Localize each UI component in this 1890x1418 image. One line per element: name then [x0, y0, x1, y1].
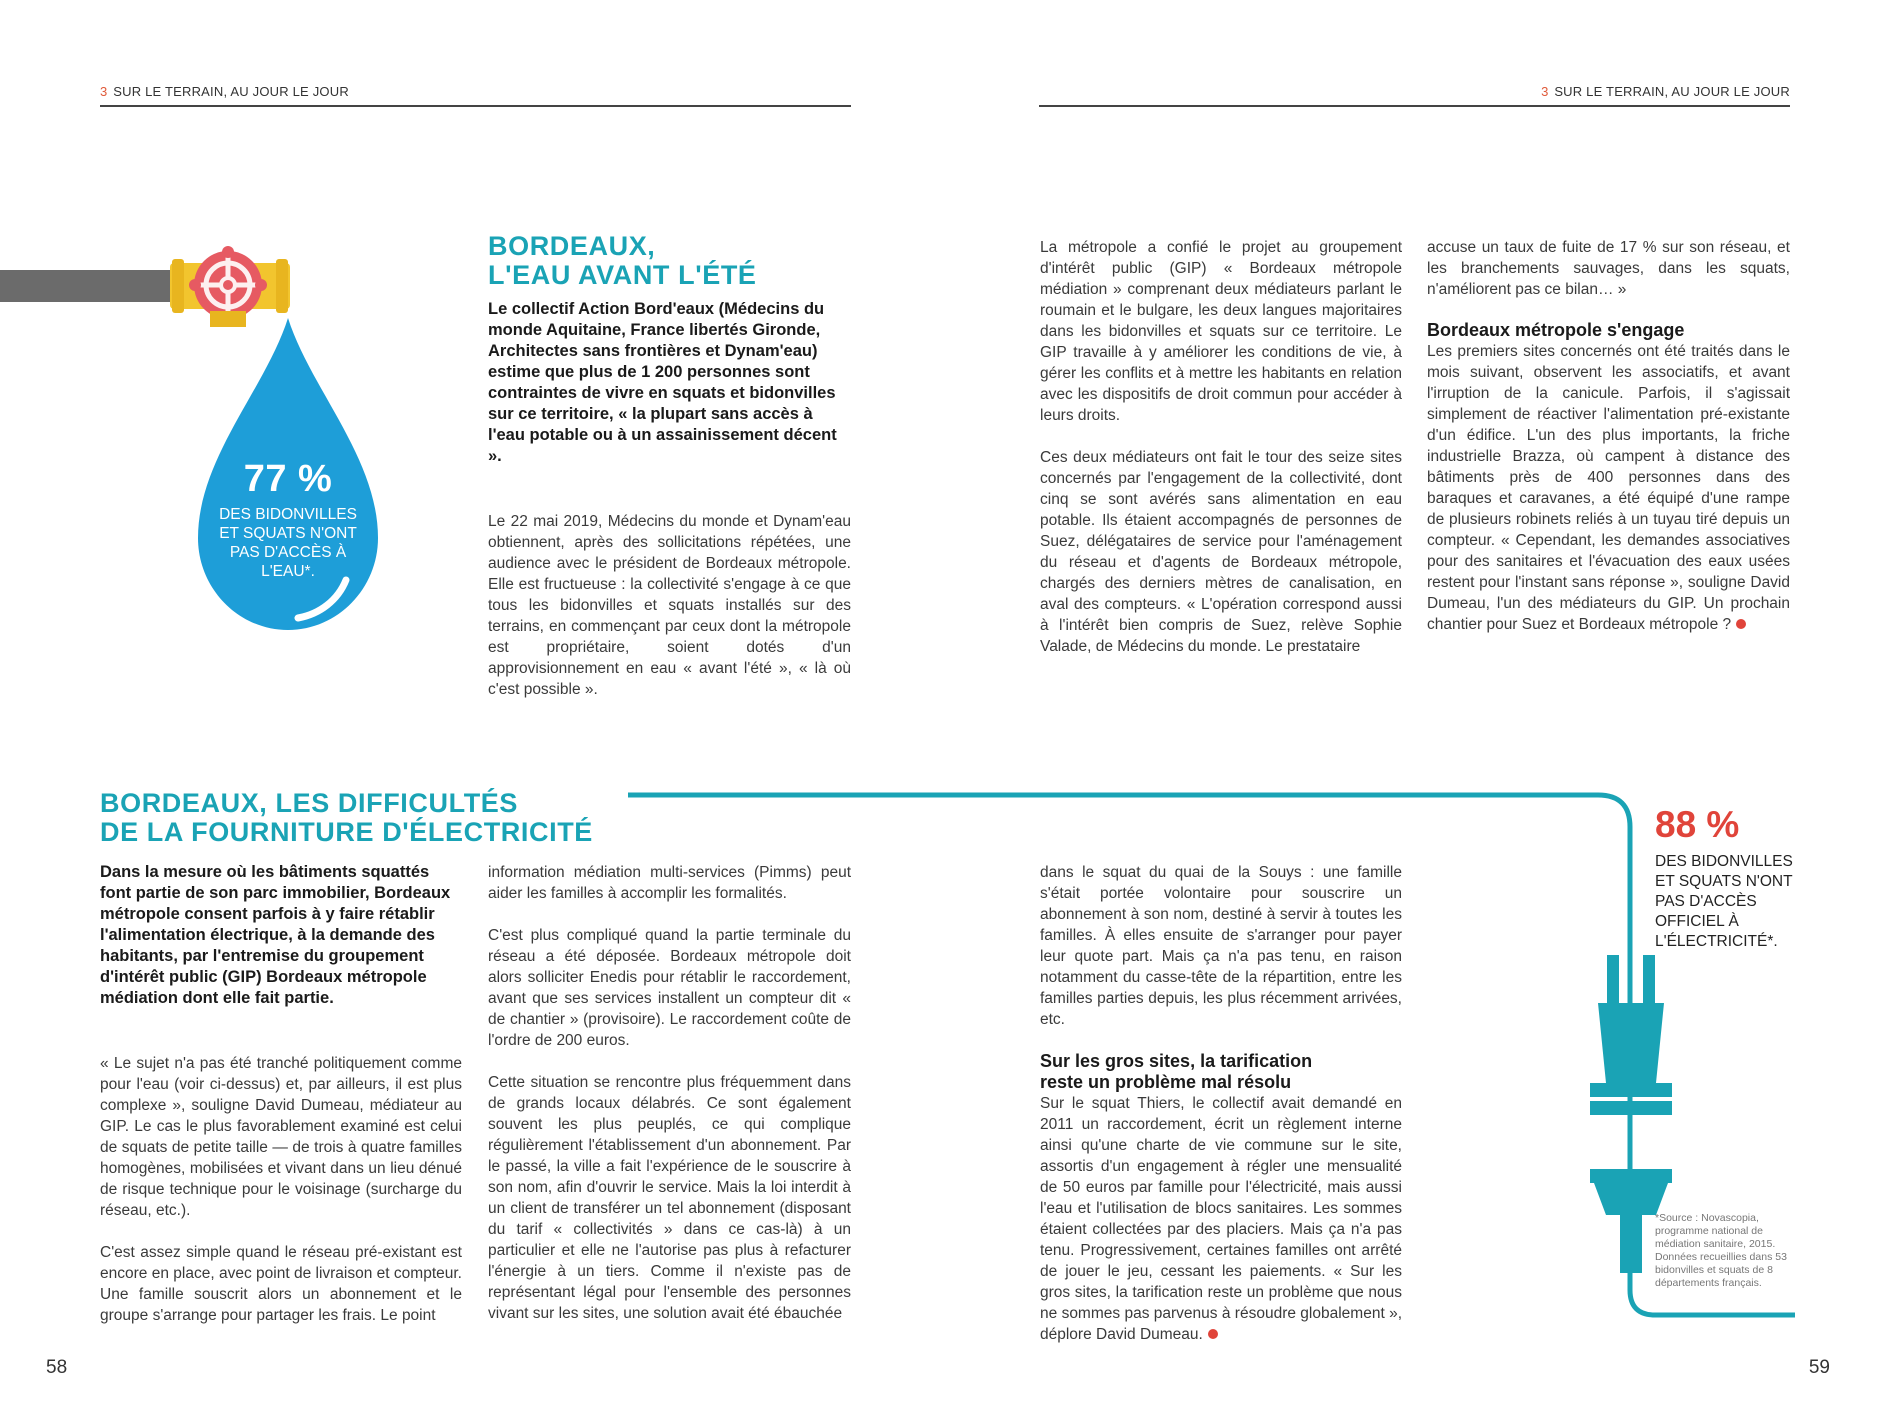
water-stat-text: DES BIDONVILLES ET SQUATS N'ONT PAS D'ACCÈS À L'EAU*.	[219, 506, 357, 580]
article-electricity-title-line1: BORDEAUX, LES DIFFICULTÉS	[100, 788, 519, 818]
electricity-stat-text: DES BIDONVILLES ET SQUATS N'ONT PAS D'ACCÈS OFFICIEL À L'ÉLECTRICITÉ*.	[1655, 853, 1793, 950]
section-number: 3	[1541, 84, 1549, 99]
article-electricity-paragraph: C'est assez simple quand le réseau pré-existant est encore en place, avec point de livraison et compteur. Une famille souscrit alors un abonnement et le groupe s'arrange pour partager les frais. Le point	[100, 1244, 462, 1324]
header-rule-right	[1039, 105, 1790, 107]
article-electricity-paragraph-last	[1040, 1093, 1402, 1345]
running-header-left	[100, 84, 349, 99]
electricity-stat-percent: 88 %	[1655, 804, 1740, 845]
water-stat	[198, 458, 378, 581]
article-electricity-paragraph: dans le squat du quai de la Souys : une famille s'était portée volontaire pour souscrire un abonnement à son nom, destiné à servir à toutes les familles. À elles ensuite de s'arranger pour payer leur quote part. Mais ça n'a pas tenu, en raison notamment du casse-tête de la répartition, entre les familles parties depuis, les plus récemment arrivées, etc.	[1040, 864, 1402, 1028]
article-electricity-subheading	[1040, 1051, 1402, 1093]
article-water-title	[488, 232, 858, 290]
article-electricity-paragraph: Cette situation se rencontre plus fréquemment dans de grands locaux délabrés. Ce sont également souvent les plus peuplés, ce qui complique régulièrement l'établissement d'un abonnement. Par le passé, la ville a fait l'expérience de le souscrire à son nom, afin d'ouvrir le service. Mais la loi interdit à un client de transférer un tel abonnement (disposant du tarif « collectivités » dans ce cas-là) à un particulier et elle ne l'autorise pas plus à refacturer l'énergie à un tiers. Comme il n'existe pas de représentant légal pour l'ensemble des personnes vivant sur les sites, une solution avait été ébauchée	[488, 1074, 851, 1322]
article-water-title-line2: L'EAU AVANT L'ÉTÉ	[488, 260, 757, 290]
article-electricity-title-line2: DE LA FOURNITURE D'ÉLECTRICITÉ	[100, 817, 593, 847]
article-water-paragraph: accuse un taux de fuite de 17 % sur son réseau, et les branchements sauvages, dans les squats, n'améliorent pas ce bilan… »	[1427, 239, 1790, 298]
end-mark	[1208, 1329, 1218, 1339]
section-title: SUR LE TERRAIN, AU JOUR LE JOUR	[113, 84, 349, 99]
article-electricity-paragraph: « Le sujet n'a pas été tranché politiquement comme pour l'eau (voir ci-dessus) et, par ailleurs, il est plus complexe », souligne David Dumeau, médiateur au GIP. Le cas le plus favorablement examiné est celui de squats de petite taille — de trois à quatre familles homogènes, mobilisées et vivant dans un lieu dénué de risque technique pour le voisinage (surcharge du réseau, etc.).	[100, 1055, 462, 1219]
article-water-title-line1: BORDEAUX,	[488, 231, 656, 261]
section-number: 3	[100, 84, 108, 99]
header-rule-left	[100, 105, 851, 107]
article-water-lead: Le collectif Action Bord'eaux (Médecins du monde Aquitaine, France libertés Gironde, Architectes sans frontières et Dynam'eau) estime que plus de 1 200 personnes sont contraintes de vivre en squats et bidonvilles sur ce territoire, « la plupart sans accès à l'eau potable ou à un assainissement décent ».	[488, 300, 837, 465]
article-electricity-subheading-line2: reste un problème mal résolu	[1040, 1072, 1292, 1092]
end-mark	[1736, 619, 1746, 629]
article-water-col1	[488, 299, 851, 700]
article-water-paragraph-last	[1427, 341, 1790, 635]
article-water-paragraph: La métropole a confié le projet au groupement d'intérêt public (GIP) « Bordeaux métropole médiation » comprenant deux médiateurs parlant le roumain et le bulgare, les deux langues majoritaires dans les bidonvilles et squats sur ce territoire. Le GIP travaille à y améliorer les conditions de vie, à gérer les conflits et à mettre les habitants en relation avec les dispositifs de droit commun pour accéder à leurs droits.	[1040, 239, 1402, 424]
article-electricity-col2	[488, 862, 851, 1324]
page-number-left: 58	[46, 1357, 68, 1378]
article-electricity-paragraph: information médiation multi-services (Pimms) peut aider les familles à accomplir les formalités.	[488, 864, 851, 902]
water-stat-percent: 77 %	[243, 458, 333, 500]
article-water-subheading: Bordeaux métropole s'engage	[1427, 320, 1685, 340]
article-electricity-paragraph-text: Sur le squat Thiers, le collectif avait demandé en 2011 un raccordement, écrit un règlement interne ainsi qu'une charte de vie commune sur le site, assortis d'un engagement à régler une mensualité de 50 euros par famille pour l'électricité, mais aussi l'eau et l'utilisation de blocs sanitaires. Les sommes étaient collectées par des placiers. Mais ça n'a pas tenu. Progressivement, certaines familles ont arrêté de jouer le jeu, cessant les paiements. « Sur les gros sites, la tarification reste un problème que nous ne sommes pas parvenus à résoudre globalement », déplore David Dumeau.	[1040, 1095, 1402, 1343]
article-water-col2	[1040, 237, 1402, 657]
article-electricity-col1	[100, 862, 462, 1326]
electricity-stat	[1655, 804, 1815, 952]
article-water-paragraph: Le 22 mai 2019, Médecins du monde et Dynam'eau obtiennent, après des sollicitations répétées, une audience avec le président de Bordeaux métropole. Elle est fructueuse : la collectivité s'engage à ce que tous les bidonvilles et squats installés sur des terrains, en commençant par ceux dont la métropole est propriétaire, soient dotés d'un approvisionnement en eau « avant l'été », « là où c'est possible ».	[488, 513, 851, 698]
running-header-right	[1541, 84, 1790, 99]
article-electricity-subheading-line1: Sur les gros sites, la tarification	[1040, 1051, 1313, 1071]
article-water-paragraph-text: Les premiers sites concernés ont été traités dans le mois suivant, observent les associatifs, et avant l'irruption de la canicule. Parfois, il s'agissait simplement de réactiver l'alimentation pré-existante d'un édifice. L'un des plus importants, la friche industrielle Brazza, où campent à distance des bâtiments près de 400 personnes dans des baraques et caravanes, a été équipé d'une rampe de plusieurs robinets reliés à un tuyau tiré depuis un compteur. « Cependant, les demandes associatives pour des sanitaires et l'évacuation des eaux usées restent pour l'instant sans réponse », souligne David Dumeau, l'un des médiateurs du GIP. Un prochain chantier pour Suez et Bordeaux métropole ?	[1427, 343, 1790, 633]
article-electricity-col3	[1040, 862, 1402, 1345]
page-number-right: 59	[1808, 1357, 1830, 1378]
article-water-paragraph: Ces deux médiateurs ont fait le tour des seize sites concernés par l'engagement de la collectivité, dont cinq se sont avérés sans alimentation en eau potable. Ils étaient accompagnés de personnes de Suez, délégataires de service pour l'aménagement du réseau et d'agents de Bordeaux métropole, chargés des derniers mètres de canalisation, en aval des compteurs. « L'opération correspond aussi à l'intérêt bien compris de Suez, relève Sophie Valade, de Médecins du monde. Le prestataire	[1040, 449, 1402, 655]
article-electricity-title	[100, 789, 700, 847]
section-title: SUR LE TERRAIN, AU JOUR LE JOUR	[1554, 84, 1790, 99]
article-electricity-lead: Dans la mesure où les bâtiments squattés font partie de son parc immobilier, Bordeaux métropole consent parfois à y faire rétablir l'alimentation électrique, à la demande des habitants, par l'entremise du groupement d'intérêt public (GIP) Bordeaux métropole médiation dont elle fait partie.	[100, 863, 451, 1007]
article-water-col3	[1427, 237, 1790, 635]
article-electricity-paragraph: C'est plus compliqué quand la partie terminale du réseau a été déposée. Bordeaux métropole doit alors solliciter Enedis pour rétablir le raccordement, avant que ses services installent un compteur dit « de chantier » (provisoire). Le raccordement coûte de l'ordre de 200 euros.	[488, 927, 851, 1049]
source-note: *Source : Novascopia, programme national de médiation sanitaire, 2015. Données recueillies dans 53 bidonvilles et squats de 8 départements français.	[1655, 1212, 1787, 1289]
